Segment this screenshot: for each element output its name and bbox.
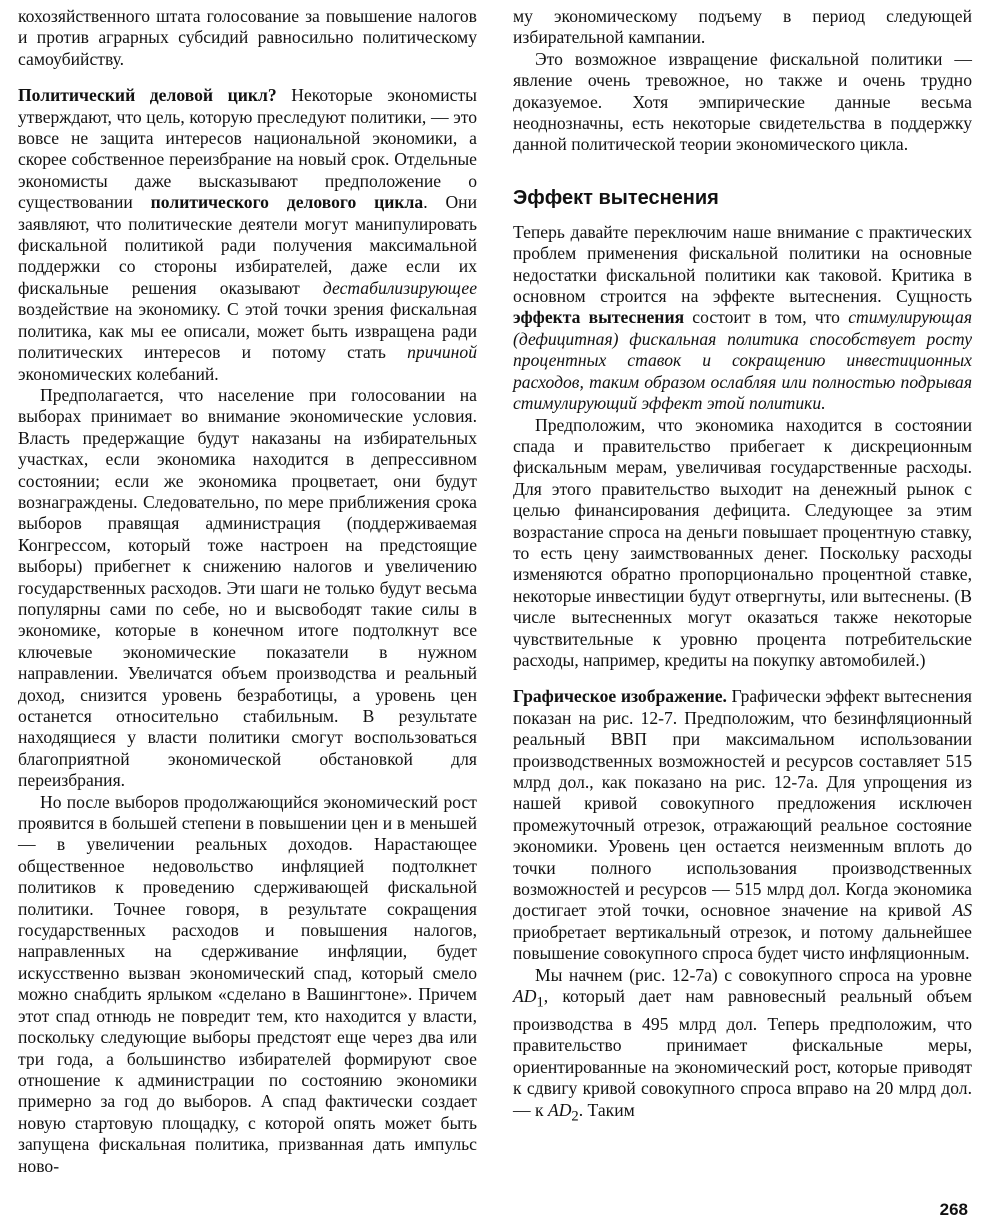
paragraph-political-cycle xyxy=(18,85,477,385)
subscript: 2 xyxy=(571,1108,579,1125)
left-column xyxy=(18,6,477,1177)
subscript: 1 xyxy=(536,994,544,1011)
text-run: Теперь давайте переключим наше внимание с практических проблем применения фискальной политики на основные недостатки фискальной политики как таковой. Критика в основном строится на эффекте вытеснения. Сущность xyxy=(513,221,972,307)
paragraph-crowding-out xyxy=(513,222,972,415)
text-run: Некоторые экономисты утверждают, что цель, которую преследуют политики, — это вовсе не защита интересов национальной экономики, а скорее собственное переизбрание на новый срок. Отдельные экономисты даже высказывают предположение о существовании xyxy=(18,85,477,213)
emphasis: стимулирующая (дефицитная) фискальная политика способствует росту процентных ставок и сокращению инвестиционных расходов, таким образом ослабляя или полностью подрывая стимулирующий эффект этой политики. xyxy=(513,307,973,414)
paragraph: Предположим, что экономика находится в состоянии спада и правительство прибегает к дискреционным фискальным мерам, увеличивая государственные расходы. Для этого правительство выходит на денежный рынок с целью финансирования дефицита. Следующее за этим возрастание спроса на деньги повышает процентную ставку, то есть цену заимствованных денег. Поскольку расходы изменяются обратно пропорционально процентной ставке, некоторые инвестиции будут отвергнуты, или вытеснены. (В числе вытесненных могут оказаться также некоторые чувствительные к уровню процента потребительские расходы, например, кредиты на покупку автомобилей.) xyxy=(513,414,972,670)
paragraph: Это возможное извращение фискальной политики — явление очень тревожное, но также и очень трудно доказуемое. Хотя эмпирические данные весьма неоднозначны, есть некоторые свидетельства в поддержку данной политической теории экономического цикла. xyxy=(513,48,972,155)
page-number: 268 xyxy=(939,1200,968,1219)
right-column xyxy=(513,6,972,1128)
text-run: экономических колебаний. xyxy=(18,363,219,384)
paragraph: Но после выборов продолжающийся экономический рост проявится в большей степени в повышении цен и в меньшей — в увеличении реальных доходов. Нарастающее общественное недовольство инфляцией подтолкнет политиков к проведению сдерживающей фискальной политики. Точнее говоря, в результате сокращения государственных расходов и повышения налогов, направленных на сдерживание инфляции, будет искусственно вызван экономический спад, который смело можно снабдить ярлыком «сделано в Вашингтоне». Причем этот спад отнюдь не повредит тем, кто находится у власти, поскольку следующие выборы предстоят еще через два или три года, а большинство избирателей формируют свое отношение к администрации по состоянию экономики примерно за год до выборов. А спад фактически создает новую стартовую площадку, с которой опять может быть запущена фискальная политика, призванная дать импульс ново- xyxy=(18,791,477,1176)
emphasis: AD xyxy=(513,986,537,1007)
text-run: Мы начнем (рис. 12-7а) с совокупного спроса на уровне xyxy=(535,964,972,985)
term-highlight: эффекта вытеснения xyxy=(513,307,685,328)
text-run: воздействие на экономику. С этой точки зрения фискальная политика, как мы ее описали, может быть извращена ради политических интересов и потому стать xyxy=(18,299,477,363)
emphasis: дестабилизирующее xyxy=(322,277,477,298)
text-run: . Таким xyxy=(578,1099,635,1120)
text-run: Графически эффект вытеснения показан на рис. 12-7. Предположим, что безинфляционный реальный ВВП при максимальном использовании производственных возможностей и ресурсов составляет 515 млрд дол., как показано на рис. 12-7а. Для упрощения из нашей кривой совокупного предложения исключен промежуточный отрезок, отражающий реальное состояние экономики. Уровень цен остается неизменным вплоть до точки полного использования производственных возможностей и ресурсов — 515 млрд дол. Когда экономика достигает этой точки, основное значение на кривой xyxy=(513,686,972,921)
emphasis: причиной xyxy=(407,342,477,363)
paragraph: Предполагается, что население при голосовании на выборах принимает во внимание экономические условия. Власть предержащие будут наказаны на избирательных участках, если экономика находится в депрессивном состоянии; если же экономика процветает, они будут вознаграждены. Следовательно, по мере приближения срока выборов правящая администрация (поддерживаемая Конгрессом, который тоже настроен на предстоящие выборы) прибегнет к снижению налогов и увеличению государственных расходов. Эти шаги не только будут весьма популярны сами по себе, но и высвободят такие силы в экономике, которые в конечном итоге подтолкнут все ключевые экономические показатели в нужном направлении. Увеличатся объем производства и реальный доход, снизится уровень безработицы, а уровень цен останется относительно стабильным. В результате находящиеся у власти политики смогут воспользоваться благоприятной экономической обстановкой для переизбрания. xyxy=(18,384,477,791)
paragraph: му экономическому подъему в период следующей избирательной кампании. xyxy=(513,6,972,48)
paragraph xyxy=(513,965,972,1128)
text-run: состоит в том, что xyxy=(684,307,849,328)
term-highlight: политического делового цикла xyxy=(150,192,424,213)
paragraph-graphic xyxy=(513,686,972,964)
emphasis: AS xyxy=(952,900,972,921)
paragraph: кохозяйственного штата голосование за повышение налогов и против аграрных субсидий равносильно политическому самоубийству. xyxy=(18,6,477,69)
emphasis: AD xyxy=(547,1099,572,1120)
section-heading: Эффект вытеснения xyxy=(513,186,719,209)
text-run: приобретает вертикальный отрезок, и потому дальнейшее повышение совокупного спроса будет чисто инфляционным. xyxy=(513,921,972,964)
paragraph-lead: Политический деловой цикл? xyxy=(18,85,277,106)
text-run: , который дает нам равновесный реальный объем производства в 495 млрд дол. Теперь предположим, что правительство принимает фискальные меры, ориентированные на экономический рост, которые приводят к сдвигу кривой совокупного спроса вправо на 20 млрд дол. — к xyxy=(513,986,972,1120)
text-run: . Они заявляют, что политические деятели могут манипулировать фискальной политикой ради получения максимальной поддержки со стороны избирателей, даже если их фискальные решения оказывают xyxy=(18,192,477,298)
paragraph-lead: Графическое изображение. xyxy=(513,686,727,707)
